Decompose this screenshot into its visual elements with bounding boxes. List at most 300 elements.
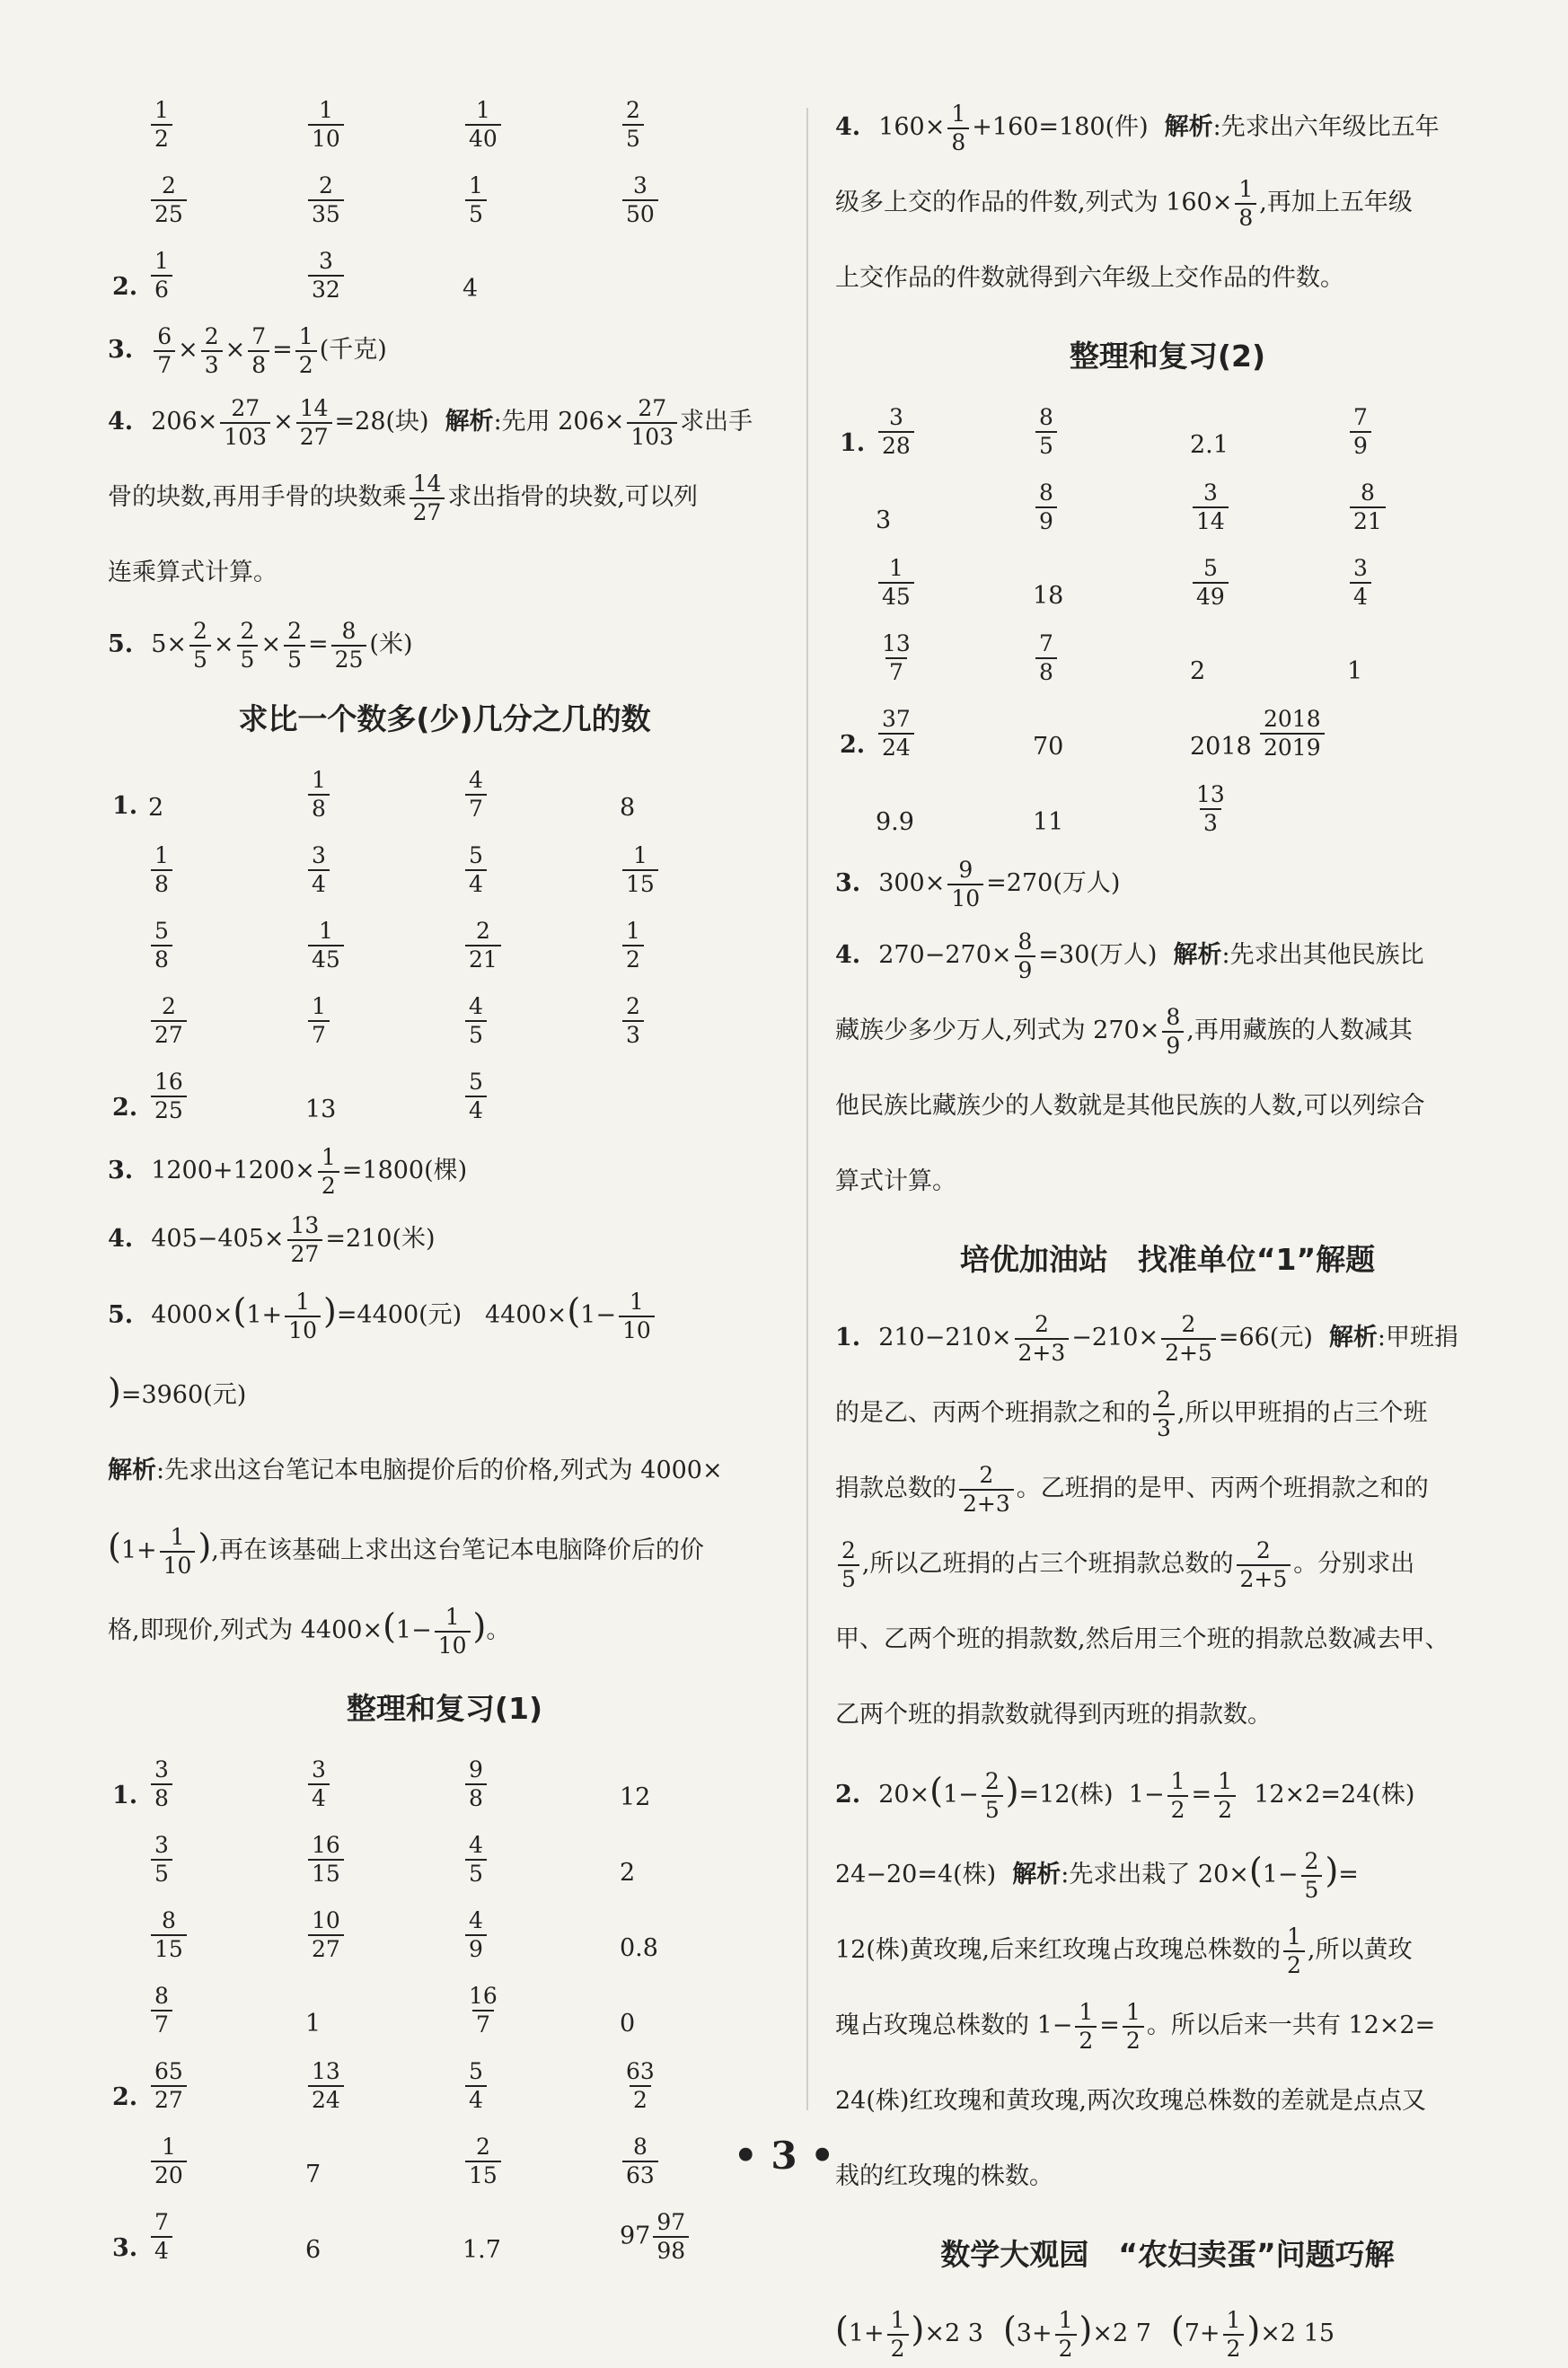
right-q4 bbox=[835, 90, 1500, 316]
q-number: 3. bbox=[108, 1157, 134, 1184]
denominator: 4 bbox=[465, 1096, 487, 1124]
answer-cell bbox=[462, 993, 489, 1049]
denominator: 10 bbox=[285, 1316, 321, 1344]
denominator: 2 bbox=[1123, 2026, 1144, 2055]
answer-cell: 2018 bbox=[1190, 733, 1252, 761]
denominator: 27 bbox=[308, 1934, 344, 1963]
answer-row bbox=[108, 1061, 781, 1137]
fraction bbox=[248, 323, 269, 379]
explanation-text: :先求出栽了 20× bbox=[1061, 1861, 1249, 1888]
explanation-text: 捐款总数的 bbox=[835, 1474, 956, 1502]
numerator: 1 bbox=[475, 97, 490, 123]
numerator: 65 bbox=[154, 2058, 183, 2084]
denominator: 5 bbox=[1301, 1875, 1323, 1904]
expr: 12×2=24(株) bbox=[1254, 1781, 1415, 1809]
answer-row bbox=[835, 699, 1500, 774]
expr: 160× bbox=[878, 113, 946, 141]
expr: 1− bbox=[1128, 1781, 1165, 1809]
answer-row bbox=[108, 911, 781, 986]
fraction bbox=[151, 1069, 187, 1124]
numerator: 5 bbox=[1202, 555, 1218, 581]
fraction bbox=[1214, 1768, 1236, 1824]
explanation-text: 乙两个班的捐款数就得到丙班的捐款数。 bbox=[835, 1701, 1272, 1729]
explanation-text: 24(株)红玫瑰和黄玫瑰,两次玫瑰总株数的差就是点点又 bbox=[835, 2087, 1427, 2115]
answer-cell bbox=[305, 993, 332, 1049]
expr: 210−210× bbox=[878, 1324, 1012, 1351]
section-title: 整理和复习(1) bbox=[346, 1691, 543, 1726]
fraction bbox=[201, 323, 223, 379]
expr: = bbox=[1099, 2011, 1120, 2039]
answer-cell bbox=[148, 1832, 175, 1888]
denominator: 7 bbox=[154, 350, 175, 379]
numerator: 8 bbox=[632, 2134, 647, 2160]
expr: =28(块) bbox=[334, 408, 429, 436]
numerator: 1 bbox=[154, 842, 169, 868]
answer-row bbox=[108, 1825, 781, 1900]
explanation-label: 解析 bbox=[1173, 941, 1222, 969]
expr: +160=180(件) bbox=[972, 113, 1149, 141]
denominator: 35 bbox=[308, 199, 344, 228]
denominator: 4 bbox=[151, 2236, 172, 2265]
explanation-text: 。乙班捐的是甲、丙两个班捐款之和的 bbox=[1016, 1474, 1429, 1502]
denominator: 25 bbox=[331, 645, 367, 673]
denominator: 3 bbox=[201, 350, 223, 379]
answer-cell bbox=[462, 842, 489, 898]
explanation-label: 解析 bbox=[1164, 113, 1213, 141]
numerator: 8 bbox=[1017, 928, 1033, 955]
expr: = bbox=[1191, 1781, 1212, 1809]
denominator: 2 bbox=[1055, 2334, 1077, 2363]
fraction bbox=[619, 1289, 655, 1344]
numerator: 1 bbox=[469, 172, 483, 198]
explanation-text: 他民族比藏族少的人数就是其他民族的人数,可以列综合 bbox=[835, 1092, 1425, 1120]
denominator: 9 bbox=[1162, 1031, 1184, 1060]
fraction bbox=[653, 2209, 689, 2265]
numerator: 9 bbox=[469, 1756, 483, 1783]
numerator: 14 bbox=[412, 470, 442, 497]
answer-cell bbox=[148, 97, 175, 153]
explanation-text: 骨的块数,再用手骨的块数乘 bbox=[108, 483, 407, 511]
answer-cell bbox=[1033, 480, 1060, 535]
expr: ×2 bbox=[1260, 2320, 1304, 2347]
expr: 1− bbox=[1262, 1861, 1299, 1888]
answer-cell bbox=[305, 1907, 347, 1963]
answer-cell bbox=[305, 172, 347, 228]
denominator: 14 bbox=[1193, 506, 1229, 535]
numerator: 1 bbox=[1238, 175, 1254, 202]
numerator: 2 bbox=[193, 617, 207, 644]
explanation-text: ,所以乙班捐的占三个班捐款总数的 bbox=[861, 1550, 1234, 1578]
fraction bbox=[189, 618, 211, 673]
answer-cell bbox=[148, 918, 175, 973]
expr: 206× bbox=[151, 408, 218, 436]
fraction bbox=[285, 1289, 321, 1344]
fraction bbox=[1055, 2307, 1077, 2363]
numerator: 16 bbox=[154, 1069, 183, 1095]
numerator: 8 bbox=[1039, 480, 1053, 506]
numerator: 8 bbox=[341, 617, 357, 644]
numerator: 2 bbox=[204, 322, 219, 349]
s4-q4 bbox=[835, 918, 1500, 1219]
fraction bbox=[465, 767, 487, 823]
denominator: 2 bbox=[1214, 1795, 1236, 1824]
fraction bbox=[151, 2209, 172, 2265]
numerator: 3 bbox=[632, 172, 647, 198]
section-title: 求比一个数多(少)几分之几的数 bbox=[238, 701, 651, 736]
answer-cell bbox=[1347, 555, 1374, 611]
fraction-grid-s4 bbox=[835, 397, 1500, 849]
answer-cell bbox=[876, 555, 917, 611]
expr: 1+ bbox=[120, 1536, 157, 1564]
numerator: 13 bbox=[312, 2058, 340, 2084]
answer-cell bbox=[1190, 555, 1231, 611]
numerator: 2 bbox=[984, 1767, 1000, 1794]
numerator: 1 bbox=[1058, 2306, 1073, 2333]
expr: 4000× bbox=[151, 1301, 233, 1329]
fraction bbox=[151, 172, 187, 228]
denominator: 4 bbox=[308, 869, 330, 898]
q-number: 2. bbox=[112, 2083, 138, 2111]
denominator: 63 bbox=[622, 2161, 658, 2189]
answer-row bbox=[108, 760, 781, 835]
explanation-text: :先用 206× bbox=[493, 408, 625, 436]
expr: 1− bbox=[943, 1781, 979, 1809]
expr: 5× bbox=[151, 630, 187, 658]
fraction bbox=[151, 248, 172, 304]
answer-row bbox=[835, 397, 1500, 472]
denominator: 2 bbox=[318, 1171, 339, 1200]
unit: (千克) bbox=[319, 336, 387, 364]
explanation-text: 。所以后来一共有 12×2= bbox=[1146, 2011, 1436, 2039]
fraction bbox=[622, 842, 658, 898]
answer-cell bbox=[148, 248, 175, 304]
answer-cell bbox=[620, 993, 647, 1049]
expr: 1200+1200× bbox=[151, 1157, 315, 1184]
denominator: 6 bbox=[151, 275, 172, 304]
q-number: 4. bbox=[835, 113, 861, 141]
numerator: 27 bbox=[638, 394, 667, 421]
answer-value: 15 bbox=[1303, 2320, 1335, 2347]
numerator: 37 bbox=[882, 706, 911, 732]
answer-value: 3 bbox=[967, 2320, 983, 2347]
answer-cell bbox=[148, 993, 189, 1049]
answer-cell bbox=[148, 1983, 175, 2038]
numerator: 2 bbox=[841, 1536, 856, 1563]
denominator: 3 bbox=[1153, 1413, 1175, 1442]
denominator: 10 bbox=[308, 124, 344, 153]
denominator: 9 bbox=[465, 1934, 487, 1963]
explanation-text: 藏族少多少万人,列式为 270× bbox=[835, 1017, 1160, 1044]
numerator: 5 bbox=[469, 842, 483, 868]
expr: 1+ bbox=[848, 2320, 885, 2347]
answer-cell: 2 bbox=[148, 794, 164, 822]
denominator: 8 bbox=[151, 1783, 172, 1812]
denominator: 98 bbox=[653, 2236, 689, 2265]
denominator: 5 bbox=[284, 645, 305, 673]
denominator: 5 bbox=[237, 645, 259, 673]
answer-cell bbox=[305, 248, 347, 304]
explanation-text: ,再加上五年级 bbox=[1259, 189, 1413, 216]
answer-cell bbox=[462, 1907, 489, 1963]
numerator: 1 bbox=[154, 97, 169, 123]
answer-cell bbox=[462, 172, 489, 228]
fraction bbox=[154, 323, 175, 379]
denominator: 8 bbox=[308, 794, 330, 823]
numerator: 13 bbox=[290, 1211, 320, 1238]
fraction bbox=[622, 993, 644, 1049]
expr: ×2 bbox=[1092, 2320, 1136, 2347]
numerator: 2 bbox=[287, 617, 302, 644]
denominator: 40 bbox=[465, 124, 501, 153]
q-number: 1. bbox=[840, 429, 866, 457]
fraction bbox=[160, 1524, 196, 1580]
answer-cell bbox=[1190, 480, 1231, 535]
answer-cell: 1 bbox=[305, 2010, 322, 2038]
explanation-text: ,所以甲班捐的占三个班 bbox=[1176, 1399, 1428, 1427]
numerator: 7 bbox=[1039, 630, 1053, 656]
section-title: 数学大观园 “农妇卖蛋”问题巧解 bbox=[940, 2237, 1395, 2272]
fraction bbox=[237, 618, 259, 673]
section-title: 培优加油站 找准单位“1”解题 bbox=[959, 1242, 1376, 1277]
fraction bbox=[1162, 1004, 1184, 1060]
fraction bbox=[308, 1832, 344, 1888]
fraction bbox=[1235, 176, 1256, 232]
numerator: 2 bbox=[626, 97, 640, 123]
fraction bbox=[308, 2058, 344, 2114]
expr: =4400(元) bbox=[336, 1301, 462, 1329]
fraction bbox=[1283, 1923, 1305, 1979]
fraction bbox=[465, 842, 487, 898]
answer-cell bbox=[462, 767, 489, 823]
numerator: 1 bbox=[318, 97, 333, 123]
denominator: 45 bbox=[878, 582, 914, 611]
fraction bbox=[622, 918, 644, 973]
fraction bbox=[1260, 706, 1325, 761]
fraction bbox=[1015, 1311, 1070, 1367]
denominator: 2 bbox=[295, 350, 317, 379]
explanation-text: 。 bbox=[486, 1616, 511, 1644]
fraction bbox=[151, 842, 172, 898]
explanation-label: 解析 bbox=[1328, 1324, 1378, 1351]
numerator: 2 bbox=[475, 2134, 490, 2160]
denominator: 15 bbox=[465, 2161, 501, 2189]
denominator: 45 bbox=[308, 945, 344, 973]
answer-cell bbox=[305, 2058, 347, 2114]
page-number-value: 3 bbox=[771, 2134, 797, 2178]
expr: 24−20=4(株) bbox=[835, 1861, 997, 1888]
numerator: 16 bbox=[469, 1983, 498, 2009]
fraction bbox=[318, 1144, 339, 1200]
denominator: 24 bbox=[308, 2085, 344, 2114]
denominator: 7 bbox=[308, 1020, 330, 1049]
numerator: 2 bbox=[1304, 1847, 1319, 1874]
answer-cell: 70 bbox=[1033, 733, 1064, 761]
fraction-grid-block1 bbox=[108, 90, 781, 241]
fraction bbox=[308, 993, 330, 1049]
q-number: 2. bbox=[835, 1781, 861, 1809]
fraction bbox=[878, 706, 914, 761]
numerator: 2 bbox=[1255, 1536, 1271, 1563]
fraction bbox=[435, 1604, 471, 1659]
fraction bbox=[1193, 480, 1229, 535]
denominator: 2 bbox=[151, 124, 172, 153]
denominator: 7 bbox=[151, 2010, 172, 2038]
fraction bbox=[296, 395, 332, 451]
denominator: 3 bbox=[622, 1020, 644, 1049]
denominator: 8 bbox=[1035, 657, 1057, 686]
numerator: 1 bbox=[1125, 1998, 1141, 2025]
numerator: 2 bbox=[240, 617, 255, 644]
numerator: 1 bbox=[445, 1603, 460, 1630]
answer-cell: 2 bbox=[1190, 657, 1206, 685]
denominator: 15 bbox=[308, 1859, 344, 1888]
fraction bbox=[1015, 929, 1036, 984]
explanation-text: 求出手 bbox=[680, 408, 753, 436]
numerator: 2 bbox=[1157, 1386, 1171, 1413]
fraction bbox=[1035, 404, 1057, 460]
fraction bbox=[465, 918, 501, 973]
numerator: 5 bbox=[469, 1069, 483, 1095]
numerator: 3 bbox=[318, 248, 333, 274]
denominator: 4 bbox=[1350, 582, 1371, 611]
numerator: 1 bbox=[1226, 2306, 1241, 2333]
fraction bbox=[1035, 480, 1057, 535]
answer-cell bbox=[462, 1983, 504, 2038]
answer-cell: 9.9 bbox=[876, 808, 914, 836]
column-divider bbox=[806, 108, 808, 2110]
numerator: 1 bbox=[1079, 1998, 1094, 2025]
fraction bbox=[1223, 2307, 1245, 2363]
denominator: 4 bbox=[465, 2085, 487, 2114]
explanation-text: :先求出这台笔记本电脑提价后的价格,列式为 4000× bbox=[156, 1457, 723, 1484]
denominator: 5 bbox=[189, 645, 211, 673]
expr: 1− bbox=[395, 1616, 432, 1644]
left-q2 bbox=[108, 241, 781, 316]
fraction bbox=[1301, 1848, 1323, 1904]
answer-cell bbox=[305, 767, 332, 823]
numerator: 97 bbox=[656, 2209, 686, 2235]
numerator: 1 bbox=[312, 767, 326, 793]
answer-cell: 12 bbox=[620, 1783, 651, 1811]
denominator: 2 bbox=[630, 2085, 651, 2114]
left-q4: 4. 206× $\frac{27}{103}$ × $\frac{14}{27}$ =28(块) 解析:先用 206× $\frac{27}{103}$ 求出手 骨的块数,再用手骨的块数乘 $\frac{14}{27}$ 求出指骨的块数,可以列 连乘算式计算。 bbox=[108, 394, 753, 586]
denominator: 27 bbox=[151, 2085, 187, 2114]
numerator: 3 bbox=[312, 1756, 326, 1783]
explanation-text: 求出指骨的块数,可以列 bbox=[447, 483, 698, 511]
explanation-text: :甲班捐 bbox=[1377, 1324, 1458, 1351]
answer-row bbox=[108, 90, 781, 165]
numerator: 3 bbox=[1202, 480, 1218, 506]
s6-answers bbox=[835, 2295, 1500, 2368]
fraction bbox=[284, 618, 305, 673]
fraction bbox=[465, 1069, 487, 1124]
fraction bbox=[465, 993, 487, 1049]
numerator: 1 bbox=[629, 1288, 644, 1315]
denominator: 50 bbox=[622, 199, 658, 228]
explanation-text: 的是乙、丙两个班捐款之和的 bbox=[835, 1399, 1150, 1427]
denominator: 9 bbox=[1015, 955, 1036, 984]
fraction bbox=[465, 172, 487, 228]
answer-cell: 0.8 bbox=[620, 1934, 658, 1962]
fraction bbox=[151, 1756, 172, 1812]
answer-cell bbox=[148, 2058, 189, 2114]
explanation-text: ,所以黄玫 bbox=[1307, 1936, 1413, 1964]
fraction bbox=[151, 1983, 172, 2038]
answer-cell bbox=[148, 1069, 189, 1124]
answer-row bbox=[108, 2202, 781, 2277]
numerator: 4 bbox=[469, 993, 483, 1019]
answer-cell bbox=[620, 2058, 661, 2114]
fraction bbox=[220, 395, 270, 451]
denominator: 2+3 bbox=[959, 1489, 1014, 1518]
fraction bbox=[1350, 480, 1386, 535]
denominator: 32 bbox=[308, 275, 344, 304]
q-number: 1. bbox=[112, 792, 138, 820]
explanation-label: 解析 bbox=[445, 408, 494, 436]
expr: 3+ bbox=[1016, 2320, 1053, 2347]
expr: =66(元) bbox=[1218, 1324, 1313, 1351]
q-number: 1. bbox=[112, 1782, 138, 1809]
explanation-text: ,再在该基础上求出这台笔记本电脑降价后的价 bbox=[211, 1536, 704, 1564]
q-number: 4. bbox=[108, 1225, 134, 1253]
fraction-grid-s3 bbox=[108, 1749, 781, 2277]
left-q5: 5. 5× $\frac{2}{5}$ × $\frac{2}{5}$ × $\frac{2}{5}$ = $\frac{8}{25}$ (米) bbox=[108, 617, 413, 673]
fraction bbox=[151, 2058, 187, 2114]
numerator: 13 bbox=[1196, 781, 1225, 807]
numerator: 3 bbox=[888, 404, 903, 430]
s4-q3 bbox=[835, 849, 1500, 918]
denominator: 21 bbox=[465, 945, 501, 973]
answer-row bbox=[108, 835, 781, 911]
numerator: 1 bbox=[298, 322, 313, 349]
answer-cell: 6 bbox=[305, 2236, 322, 2264]
fraction bbox=[465, 1832, 487, 1888]
denominator: 2 bbox=[1167, 1795, 1189, 1824]
answer-cell bbox=[148, 1756, 175, 1812]
fraction bbox=[465, 1983, 501, 2038]
q-number: 2. bbox=[112, 1094, 138, 1122]
numerator: 8 bbox=[154, 1983, 169, 2009]
fraction bbox=[947, 857, 983, 912]
numerator: 5 bbox=[469, 2058, 483, 2084]
answer-cell: 2 bbox=[620, 1859, 636, 1887]
denominator: 2 bbox=[887, 2334, 909, 2363]
numerator: 1 bbox=[318, 918, 333, 944]
answer-group: (7+ $\frac{1}{2}$ )×2 15 bbox=[1170, 2306, 1335, 2362]
expr: =30(万人) bbox=[1038, 941, 1158, 969]
answer-row bbox=[835, 623, 1500, 699]
explanation-text: :先求出六年级比五年 bbox=[1212, 113, 1440, 141]
numerator: 1 bbox=[1218, 1767, 1233, 1794]
numerator: 7 bbox=[1353, 404, 1368, 430]
expr: =210(米) bbox=[325, 1225, 436, 1253]
answer-cell bbox=[1257, 706, 1327, 761]
numerator: 1 bbox=[890, 2306, 905, 2333]
numerator: 4 bbox=[469, 767, 483, 793]
fraction bbox=[308, 1756, 330, 1812]
s2-q5: 5. 4000×(1+ $\frac{1}{10}$ )=4400(元) 4400×(1− $\frac{1}{10}$ )=3960(元) 解析:先求出这台笔记本电脑提价后的价格,列式为 4000× (1+ $\frac{1}{10}$ ),再在该基础上求出这台笔记本电脑降价后的价 格,即现价,列式为 4400×(1− $\frac{1}{10}$ )。 bbox=[108, 1288, 723, 1659]
numerator: 2 bbox=[626, 993, 640, 1019]
expr: =1800(棵) bbox=[341, 1157, 468, 1184]
q-number: 2. bbox=[840, 731, 866, 759]
denominator: 7 bbox=[885, 657, 907, 686]
fraction bbox=[1075, 1999, 1097, 2055]
denominator: 7 bbox=[465, 794, 487, 823]
fraction bbox=[838, 1537, 859, 1593]
answer-cell: 18 bbox=[1033, 582, 1064, 610]
numerator: 1 bbox=[321, 1143, 336, 1170]
answer-cell: 7 bbox=[305, 2161, 322, 2188]
